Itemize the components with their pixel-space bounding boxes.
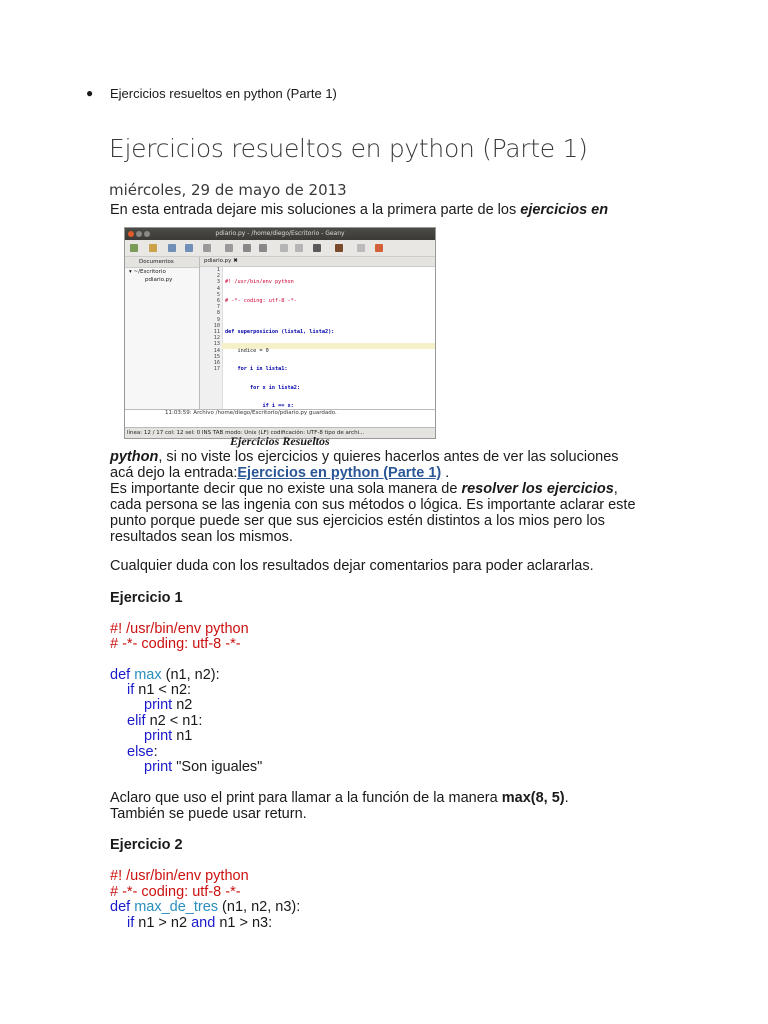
open-folder-icon [149,244,157,252]
line-number-gutter [200,267,223,409]
line-number: 7 [216,304,220,311]
function-name: max_de_tres [134,899,219,915]
else-colon: : [153,744,158,760]
status-bar: línea: 12 / 17 col: 12 sel: 0 INS TAB modo: Unix (LF) codificación: UTF-8 tipo de archi... [125,427,436,439]
keyword-print: print [144,697,173,713]
condition: n2 < n1: [145,713,203,729]
code-line: # -*- coding: utf-8 -*- [225,298,297,305]
ex1-print1-line [144,697,192,713]
bullet-dot: ● [86,86,94,100]
post-date: miércoles, 29 de mayo de 2013 [109,181,347,199]
bullet-link[interactable]: Ejercicios resueltos en python (Parte 1) [110,86,337,101]
ex1-print2-line [144,728,192,744]
ex1-def-line [110,667,220,683]
condition: n1 > n2 [134,915,192,931]
condition: n1 < n2: [134,682,192,698]
ex2-shebang: #! /usr/bin/env python [110,868,249,884]
ex2-coding: # -*- coding: utf-8 -*- [110,884,241,900]
save-all-icon [185,244,193,252]
editor-screenshot [124,227,436,439]
code-line: #! /usr/bin/env python [225,279,294,286]
para2-text: Es importante decir que no existe una sola manera de [110,481,462,497]
window-titlebar [125,228,435,240]
code-line: indice = 0 [225,347,269,354]
forward-icon [295,244,303,252]
minimize-icon [136,231,142,237]
line-number: 11 [213,329,220,336]
editor-tab[interactable] [200,257,435,267]
function-name: max [134,667,162,683]
line-number: 15 [213,353,220,360]
line-number: 16 [213,360,220,367]
intro-emphasis: ejercicios en [520,202,609,218]
keyword-if: if [127,682,135,698]
para1-text: . [441,465,450,481]
close-file-icon [225,244,233,252]
line-number: 10 [213,322,220,329]
note-bold: max(8, 5) [501,790,565,806]
para2-emphasis: resolver los ejercicios [461,481,614,497]
line-number: 17 [213,366,220,373]
sidebar [125,257,200,409]
ex1-shebang: #! /usr/bin/env python [110,621,249,637]
code-line: for x in lista2: [225,384,300,391]
line-number: 2 [216,273,220,280]
ex2-def-line [110,899,300,915]
tree-folder-label: ~/Escritorio [133,269,166,275]
keyword-print: print [144,728,173,744]
code-editor[interactable] [200,257,435,409]
para3: Cualquier duda con los resultados dejar comentarios para poder aclararlas. [110,558,594,574]
color-chooser-icon [375,244,383,252]
ex1-coding: # -*- coding: utf-8 -*- [110,636,241,652]
ex2-heading: Ejercicio 2 [110,837,183,853]
undo-icon [243,244,251,252]
tree-folder[interactable]: ▾ ~/Escritorio [129,269,166,275]
ex1-note [110,790,569,806]
close-tab-icon[interactable]: ✖ [233,258,238,264]
keyword-elif: elif [127,713,146,729]
maximize-icon [144,231,150,237]
line-number: 12 [213,335,220,342]
window-title: pdiario.py - /home/diego/Escritorio - Geany [215,230,345,237]
para2-text: , [613,481,618,497]
code-line: def superposicion (lista1, lista2): [225,329,335,336]
code-line: for i in lista1: [225,366,288,373]
note-text: . [564,790,569,806]
ex2-if-line [127,915,272,931]
line-number: 1 [216,267,220,273]
para1-emphasis: python [110,449,159,465]
ex1-print3-line [144,759,262,775]
code-line: if i == x: [225,403,294,410]
sidebar-tab-documents[interactable]: Documentos [125,257,199,268]
line-number: 14 [213,347,220,354]
para2-line2: cada persona se las ingenia con sus métodos o lógica. Es importante aclarar este [110,497,636,513]
tree-file[interactable]: pdiario.py [145,277,173,283]
line-number: 4 [216,285,220,292]
print-arg: "Son iguales" [172,759,263,775]
para2-line1 [110,481,618,497]
ex1-heading: Ejercicio 1 [110,590,183,606]
note-text: Aclaro que uso el print para llamar a la función de la manera [110,790,502,806]
line-number: 13 [213,341,220,348]
line-number: 5 [216,291,220,298]
close-icon [128,231,134,237]
line-number: 8 [216,310,220,317]
para2-line4: resultados sean los mismos. [110,529,293,545]
para1-text: , si no viste los ejercicios y quieres hacerlos antes de ver las soluciones [158,449,619,465]
condition: n1 > n3: [215,915,273,931]
keyword-else: else [127,744,154,760]
para2-line3: punto porque puede ser que sus ejercicios estén distintos a los mios pero los [110,513,605,529]
message-window: 11:03:59: Archivo /home/diego/Escritorio/pdiario.py guardado. [125,409,435,427]
toolbar [125,240,435,257]
line-number: 9 [216,316,220,323]
line-number: 6 [216,298,220,305]
function-args: (n1, n2): [161,667,220,683]
parte1-link[interactable]: Ejercicios en python (Parte 1) [237,465,442,481]
intro-line [110,202,608,218]
print-arg: n2 [172,697,193,713]
print-arg: n1 [172,728,193,744]
keyword-and: and [191,915,216,931]
keyword-print: print [144,759,173,775]
new-file-icon [130,244,138,252]
back-icon [280,244,288,252]
post-title: Ejercicios resueltos en python (Parte 1) [109,134,588,163]
intro-text: En esta entrada dejare mis soluciones a la primera parte de los [110,202,521,218]
build-icon [335,244,343,252]
ex1-elif-line [127,713,202,729]
ex1-if-line [127,682,191,698]
keyword-def: def [110,667,131,683]
para1-line1 [110,449,619,465]
keyword-if: if [127,915,135,931]
para1-text: acá dejo la entrada: [110,465,238,481]
function-args: (n1, n2, n3): [218,899,301,915]
line-number: 3 [216,279,220,286]
editor-tab-label: pdiario.py [204,258,232,264]
ex1-note2: También se puede usar return. [110,806,307,822]
para1-line2 [110,465,449,481]
image-caption: Ejercicios Resueltos [230,434,330,448]
run-icon [357,244,365,252]
keyword-def: def [110,899,131,915]
compile-icon [313,244,321,252]
redo-icon [259,244,267,252]
revert-icon [203,244,211,252]
ex1-else-line [127,744,158,760]
save-icon [168,244,176,252]
